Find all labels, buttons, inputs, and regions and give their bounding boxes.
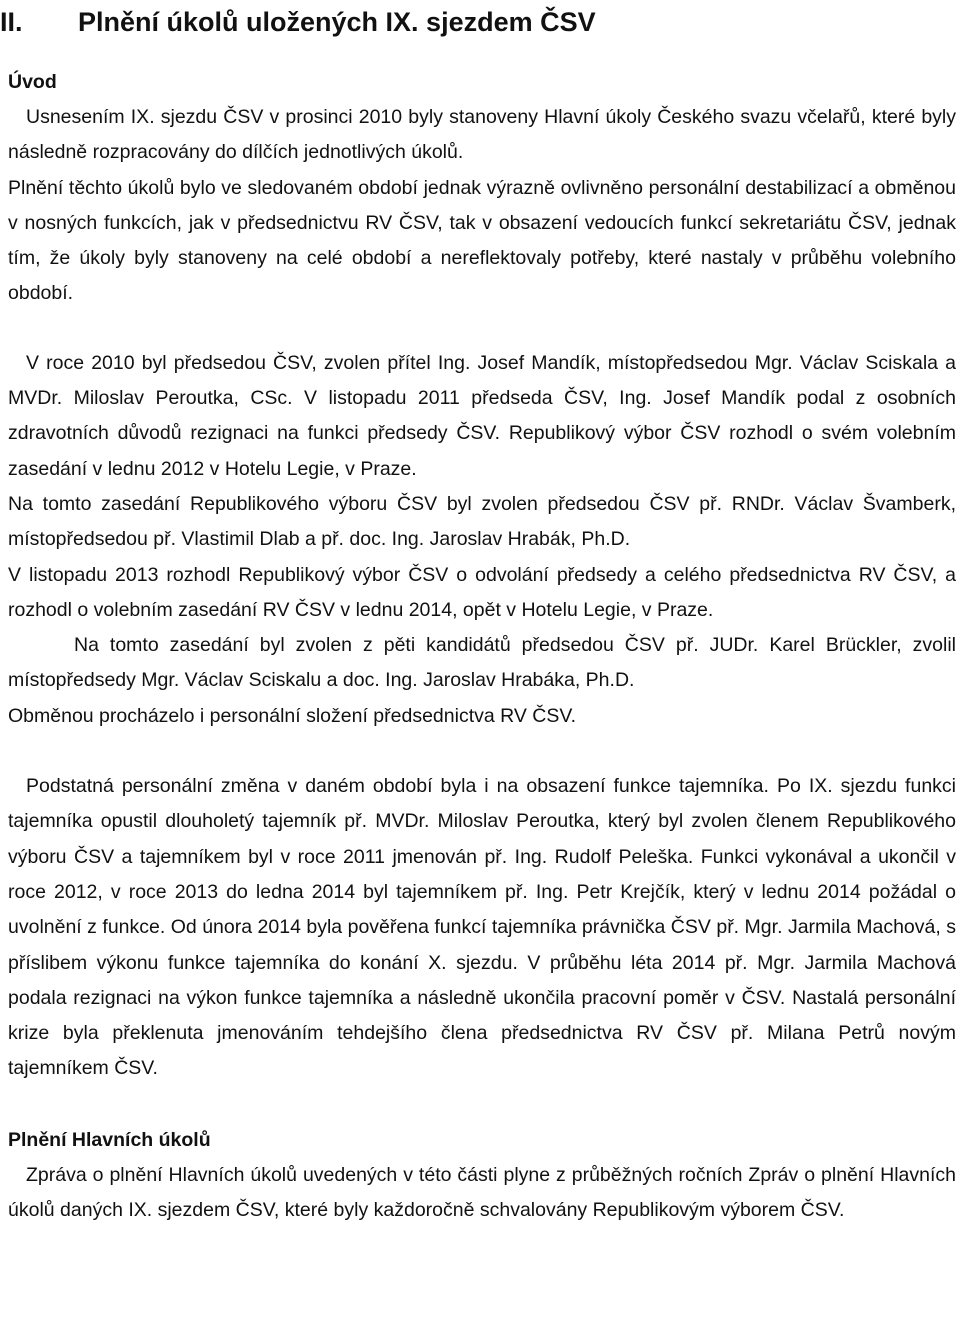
paragraph-obmena: Obměnou procházelo i personální složení předsednictva RV ČSV. bbox=[8, 704, 577, 727]
section-heading-uvod: Úvod bbox=[8, 71, 57, 93]
paragraph-zasedani-2014: Na tomto zasedání byl zvolen z pěti kandidátů předsedou ČSV př. JUDr. Karel Brückler, zvolil místopředsedy Mgr. Václav Sciskalu a doc. Ing. Jaroslav Hrabáka, Ph.D. bbox=[8, 634, 956, 692]
chapter-title-text: Plnění úkolů uložených IX. sjezdem ČSV bbox=[78, 7, 596, 37]
paragraph-v-roce-2010: V roce 2010 byl předsedou ČSV, zvolen přítel Ing. Josef Mandík, místopředsedou Mgr. Václav Sciskala a MVDr. Miloslav Peroutka, CSc. V listopadu 2011 předseda ČSV, Ing. Josef Mandík podal z osobních zdravotních důvodů rezignaci na funkci předsedy ČSV. Republikový výbor ČSV rozhodl o svém volebním zasedání v lednu 2012 v Hotelu Legie, v Praze. bbox=[8, 351, 956, 480]
chapter-number: II. bbox=[0, 7, 23, 37]
chapter-title bbox=[0, 0, 948, 42]
paragraph-zprava: Zpráva o plnění Hlavních úkolů uvedených v této části plyne z průběžných ročních Zpráv o plnění Hlavních úkolů daných IX. sjezdem ČSV, které byly každoročně schvalovány Republikovým výborem ČSV. bbox=[8, 1163, 956, 1222]
paragraph-zasedani-2012: Na tomto zasedání Republikového výboru ČSV byl zvolen předsedou ČSV př. RNDr. Václav Švamberk, místopředsedou př. Vlastimil Dlab a př. doc. Ing. Jaroslav Hrabák, Ph.D. bbox=[8, 492, 956, 551]
paragraph-listopad-2013: V listopadu 2013 rozhodl Republikový výbor ČSV o odvolání předsedy a celého předsednictva RV ČSV, a rozhodl o volebním zasedání RV ČSV v lednu 2014, opět v Hotelu Legie, v Praze. bbox=[8, 563, 956, 621]
paragraph-plneni-ukolu: Plnění těchto úkolů bylo ve sledovaném období jednak výrazně ovlivněno personální destabilizací a obměnou v nosných funkcích, jak v předsednictvu RV ČSV, tak v obsazení vedoucích funkcí sekretariátu ČSV, jednak tím, že úkoly byly stanoveny na celé období a nereflektovaly potřeby, které nastaly v průběhu volebního období. bbox=[8, 176, 956, 305]
paragraph-usneseni: Usnesením IX. sjezdu ČSV v prosinci 2010 byly stanoveny Hlavní úkoly Českého svazu včelařů, které byly následně rozpracovány do dílčích jednotlivých úkolů. bbox=[8, 106, 956, 164]
paragraph-tajemnik: Podstatná personální změna v daném období byla i na obsazení funkce tajemníka. Po IX. sjezdu funkci tajemníka opustil dlouholetý tajemník př. MVDr. Miloslav Peroutka, který byl zvolen členem Republikového výboru ČSV a tajemníkem byl v roce 2011 jmenován př. Ing. Rudolf Peleška. Funkci vykonával a ukončil v roce 2012, v roce 2013 do ledna 2014 byl tajemníkem př. Ing. Petr Krejčík, který v lednu 2014 požádal o uvolnění z funkce. Od února 2014 byla pověřena funkcí tajemníka právnička ČSV př. Mgr. Jarmila Machová, s příslibem výkonu funkce tajemníka do konání X. sjezdu. V průběhu léta 2014 př. Mgr. Jarmila Machová podala rezignaci na výkon funkce tajemníka a následně ukončila pracovní poměr v ČSV. Nastalá personální krize byla překlenuta jmenováním tehdejšího člena předsednictva RV ČSV př. Milana Petrů novým tajemníkem ČSV. bbox=[8, 775, 956, 1080]
section-heading-plneni: Plnění Hlavních úkolů bbox=[8, 1128, 211, 1151]
